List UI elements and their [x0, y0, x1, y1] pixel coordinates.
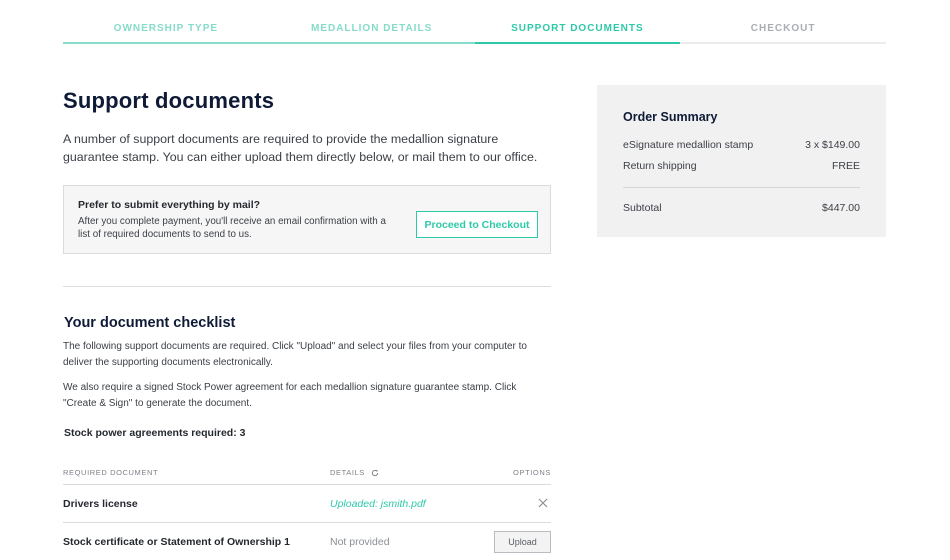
stock-power-required-count: Stock power agreements required: 3 — [64, 427, 246, 439]
document-table — [63, 466, 551, 560]
step-progress-bar — [475, 42, 681, 44]
document-status: Not provided — [330, 536, 390, 548]
step-progress-bar — [63, 42, 269, 44]
step-label: CHECKOUT — [750, 23, 816, 34]
table-header — [63, 466, 551, 485]
step-label: OWNERSHIP TYPE — [113, 23, 219, 34]
mail-option-title: Prefer to submit everything by mail? — [78, 199, 261, 211]
mail-option-text: After you complete payment, you'll receive an email confirmation with a list of required documents to send to us. — [78, 216, 386, 240]
summary-subtotal-value: $447.00 — [822, 202, 860, 214]
checklist-instructions: The following support documents are required. Click "Upload" and select your files from your computer to deliver the supporting documents electronically. — [63, 341, 527, 368]
proceed-to-checkout-button[interactable]: Proceed to Checkout — [416, 211, 538, 238]
summary-item-value: 3 x $149.00 — [805, 139, 860, 151]
table-row — [63, 523, 551, 560]
document-name: Drivers license — [63, 498, 138, 510]
checkout-stepper — [63, 0, 886, 44]
upload-button[interactable]: Upload — [494, 531, 551, 553]
document-name: Stock certificate or Statement of Ownership 1 — [63, 536, 290, 548]
step-support-documents[interactable] — [475, 0, 681, 44]
step-label: SUPPORT DOCUMENTS — [511, 23, 644, 34]
step-checkout[interactable] — [680, 0, 886, 44]
column-header-options: OPTIONS — [513, 468, 551, 477]
order-summary — [597, 85, 886, 237]
step-ownership-type[interactable] — [63, 0, 269, 44]
main-content — [63, 88, 551, 548]
close-icon[interactable] — [538, 498, 548, 508]
intro-text: A number of support documents are required to provide the medallion signature guarantee stamp. You can either upload them directly below, or mail them to our office. — [63, 132, 538, 164]
column-header-details-label: DETAILS — [330, 468, 365, 477]
summary-divider — [623, 187, 860, 188]
table-row — [63, 485, 551, 523]
checklist-title: Your document checklist — [64, 315, 236, 331]
summary-shipping-value: FREE — [831, 160, 860, 172]
summary-line-shipping — [623, 160, 860, 172]
stock-power-instructions: We also require a signed Stock Power agreement for each medallion signature guarantee stamp. Click "Create & Sign" to generate the document. — [63, 382, 517, 409]
step-medallion-details[interactable] — [269, 0, 475, 44]
summary-line-stamp — [623, 139, 860, 151]
summary-line-subtotal — [623, 202, 860, 214]
summary-subtotal-label: Subtotal — [623, 202, 662, 214]
column-header-document: REQUIRED DOCUMENT — [63, 468, 159, 477]
step-progress-bar — [680, 42, 886, 44]
step-progress-bar — [269, 42, 475, 44]
refresh-icon[interactable] — [371, 469, 379, 477]
summary-item-label: eSignature medallion stamp — [623, 139, 754, 151]
column-header-details — [330, 468, 379, 477]
step-label: MEDALLION DETAILS — [310, 23, 433, 34]
uploaded-file-link[interactable]: Uploaded: jsmith.pdf — [330, 498, 426, 510]
summary-shipping-label: Return shipping — [623, 160, 697, 172]
page-title: Support documents — [63, 88, 275, 113]
section-divider — [63, 286, 551, 287]
mail-option-box — [63, 185, 551, 254]
order-summary-title: Order Summary — [623, 110, 718, 124]
